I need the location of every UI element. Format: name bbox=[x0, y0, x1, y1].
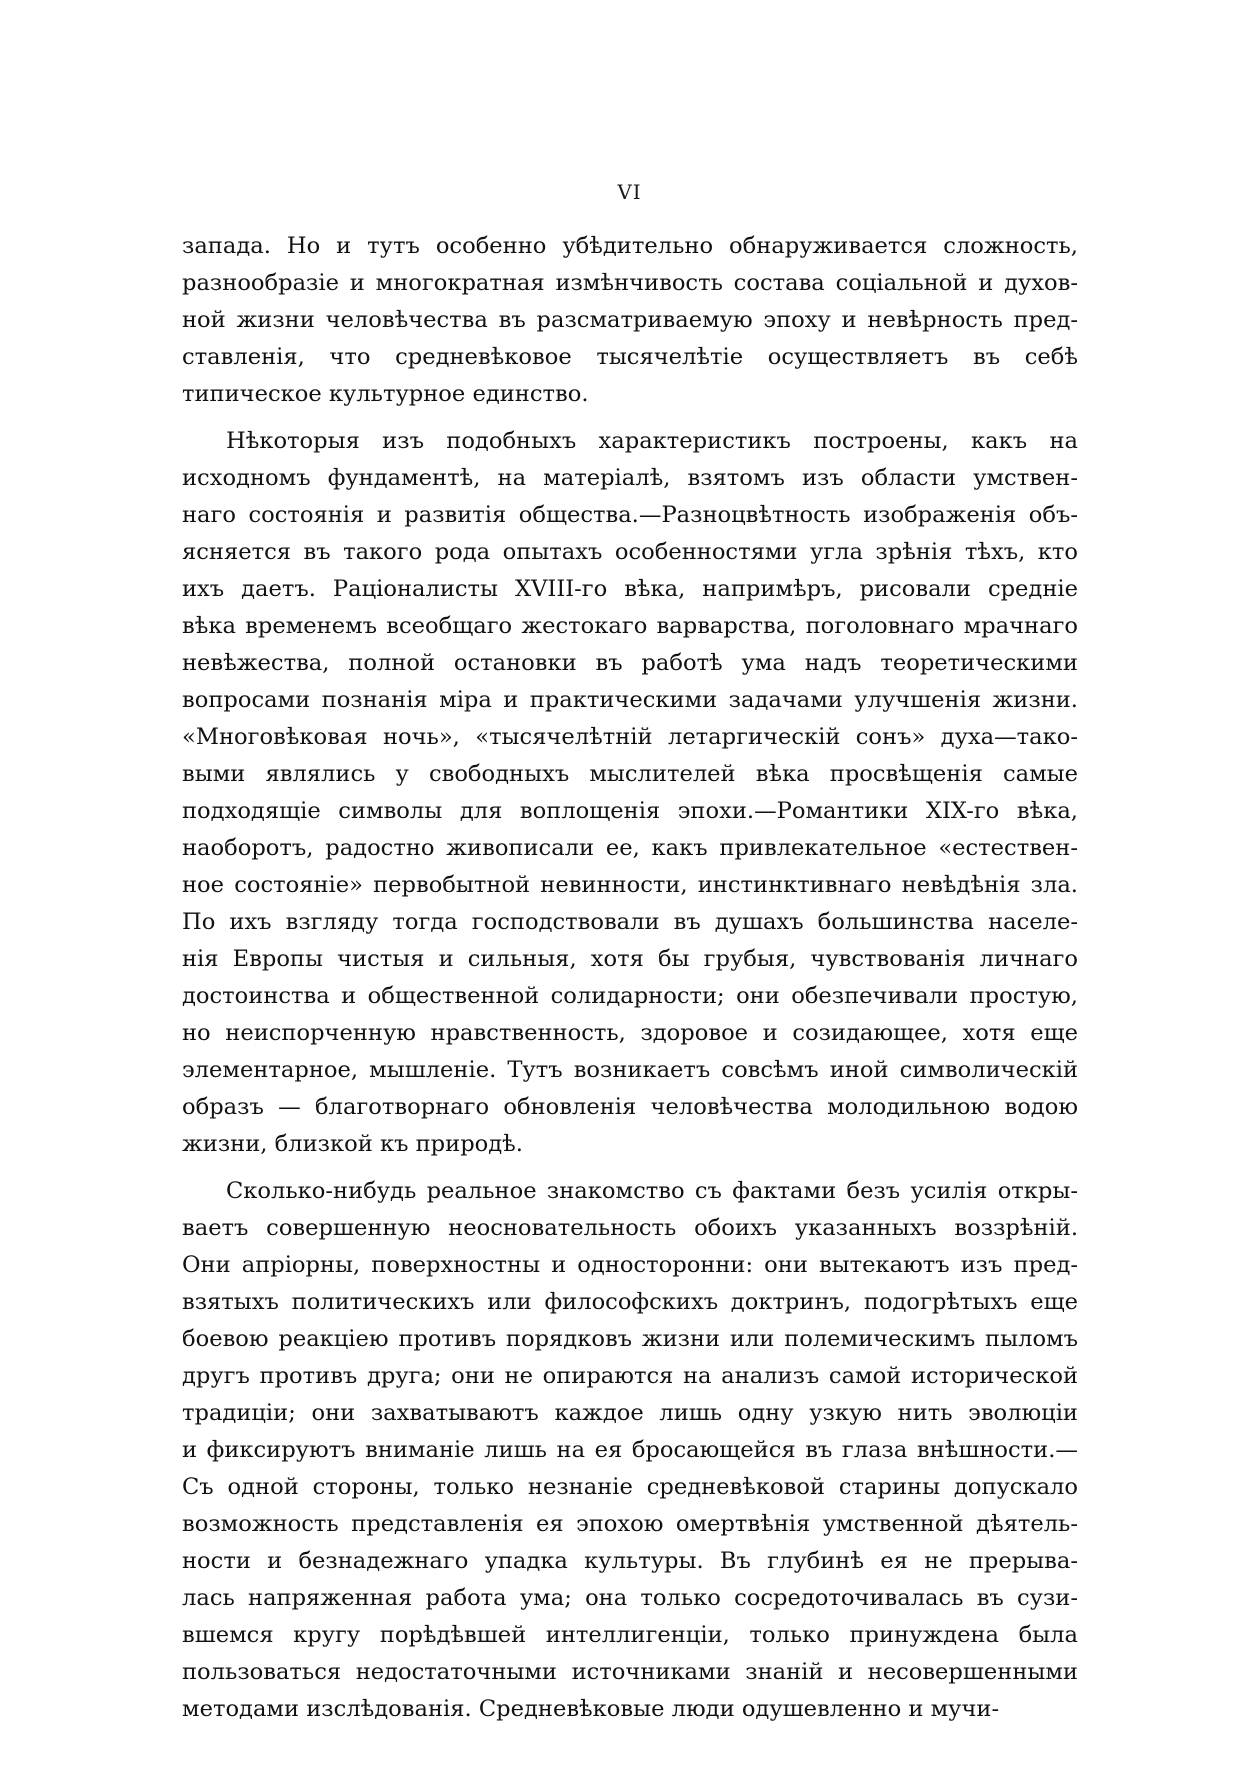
text-line: подходящіе символы для воплощенія эпохи.—Романтики XIX-го вѣка, bbox=[182, 798, 1078, 824]
page-number: VI bbox=[617, 180, 642, 204]
paragraph bbox=[182, 1173, 1078, 1728]
paragraph bbox=[182, 228, 1078, 413]
text-line: пользоваться недостаточными источниками знаній и несовершенными bbox=[182, 1659, 1078, 1685]
text-line: методами изслѣдованія. Средневѣковые люди одушевленно и мучи- bbox=[182, 1696, 1000, 1722]
text-line: лась напряженная работа ума; она только сосредоточивалась въ сузи- bbox=[182, 1585, 1078, 1611]
text-line: Нѣкоторыя изъ подобныхъ характеристикъ построены, какъ на bbox=[226, 428, 1078, 454]
text-line: традиціи; они захватываютъ каждое лишь одну узкую нить эволюціи bbox=[182, 1400, 1078, 1426]
text-line: выми являлись у свободныхъ мыслителей вѣка просвѣщенія самые bbox=[182, 761, 1078, 787]
text-line: ной жизни человѣчества въ разсматриваемую эпоху и невѣрность пред- bbox=[182, 307, 1078, 333]
text-line: ности и безнадежнаго упадка культуры. Въ глубинѣ ея не прерыва- bbox=[182, 1548, 1078, 1574]
text-line: возможность представленія ея эпохою омертвѣнія умственной дѣятель- bbox=[182, 1511, 1078, 1537]
text-line: но неиспорченную нравственность, здоровое и созидающее, хотя еще bbox=[182, 1020, 1078, 1046]
text-line: наоборотъ, радостно живописали ее, какъ привлекательное «естествен- bbox=[182, 835, 1078, 861]
text-line: жизни, близкой къ природѣ. bbox=[182, 1131, 523, 1157]
text-line: ваетъ совершенную неосновательность обоихъ указанныхъ воззрѣній. bbox=[182, 1215, 1078, 1241]
text-line: вопросами познанія міра и практическими задачами улучшенія жизни. bbox=[182, 687, 1078, 713]
text-line: Съ одной стороны, только незнаніе средневѣковой старины допускало bbox=[182, 1474, 1078, 1500]
text-line: запада. Но и тутъ особенно убѣдительно обнаруживается сложность, bbox=[182, 233, 1078, 259]
text-line: ихъ даетъ. Раціоналисты XVIII-го вѣка, напримѣръ, рисовали средніе bbox=[182, 576, 1078, 602]
text-line: По ихъ взгляду тогда господствовали въ душахъ большинства населе- bbox=[182, 909, 1078, 935]
text-line: невѣжества, полной остановки въ работѣ ума надъ теоретическими bbox=[182, 650, 1078, 676]
text-line: элементарное, мышленіе. Тутъ возникаетъ совсѣмъ иной символическій bbox=[182, 1057, 1078, 1083]
text-line: достоинства и общественной солидарности; они обезпечивали простую, bbox=[182, 983, 1078, 1009]
paragraph bbox=[182, 423, 1078, 1163]
text-line: вшемся кругу порѣдѣвшей интеллигенціи, только принуждена была bbox=[182, 1622, 1078, 1648]
text-line: разнообразіе и многократная измѣнчивость состава соціальной и духов- bbox=[182, 270, 1078, 296]
text-line: наго состоянія и развитія общества.—Разноцвѣтность изображенія объ- bbox=[182, 502, 1078, 528]
text-line: ставленія, что средневѣковое тысячелѣтіе осуществляетъ въ себѣ bbox=[182, 344, 1078, 370]
text-line: образъ — благотворнаго обновленія человѣчества молодильною водою bbox=[182, 1094, 1078, 1120]
text-line: боевою реакціею противъ порядковъ жизни или полемическимъ пыломъ bbox=[182, 1326, 1078, 1352]
text-line: нія Европы чистыя и сильныя, хотя бы грубыя, чувствованія личнаго bbox=[182, 946, 1078, 972]
text-line: вѣка временемъ всеобщаго жестокаго варварства, поголовнаго мрачнаго bbox=[182, 613, 1078, 639]
text-line: типическое культурное единство. bbox=[182, 381, 589, 407]
text-line: «Многовѣковая ночь», «тысячелѣтній летаргическій сонъ» духа—тако- bbox=[182, 724, 1078, 750]
text-line: ное состояніе» первобытной невинности, инстинктивнаго невѣдѣнія зла. bbox=[182, 872, 1078, 898]
text-line: Они апріорны, поверхностны и односторонни: они вытекаютъ изъ пред- bbox=[182, 1252, 1078, 1278]
text-line: другъ противъ друга; они не опираются на анализъ самой исторической bbox=[182, 1363, 1078, 1389]
text-line: ясняется въ такого рода опытахъ особенностями угла зрѣнія тѣхъ, кто bbox=[182, 539, 1078, 565]
body-text bbox=[182, 228, 1078, 1728]
text-line: Сколько-нибудь реальное знакомство съ фактами безъ усилія откры- bbox=[226, 1178, 1078, 1204]
text-line: и фиксируютъ вниманіе лишь на ея бросающейся въ глаза внѣшности.— bbox=[182, 1437, 1078, 1463]
text-line: взятыхъ политическихъ или философскихъ доктринъ, подогрѣтыхъ еще bbox=[182, 1289, 1078, 1315]
text-line: исходномъ фундаментѣ, на матеріалѣ, взятомъ изъ области умствен- bbox=[182, 465, 1078, 491]
